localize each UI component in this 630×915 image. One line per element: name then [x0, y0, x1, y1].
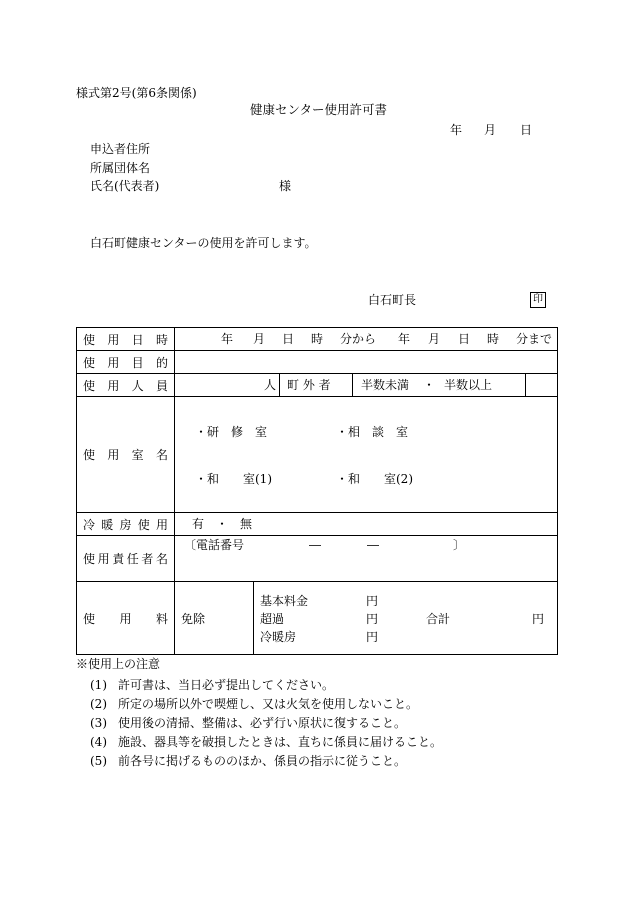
fee-aircon-unit: 円: [366, 630, 379, 644]
row-purpose: [77, 351, 558, 374]
row-aircon: [77, 513, 558, 536]
date-year: 年: [450, 123, 463, 137]
room-training[interactable]: ・研 修 室: [195, 425, 268, 439]
room-japanese-2[interactable]: ・和 室(2): [336, 472, 413, 486]
people-divider-3: [525, 374, 526, 396]
fee-aircon-label: 冷暖房: [260, 630, 297, 644]
permission-text: 白石町健康センターの使用を許可します。: [90, 236, 317, 250]
fee-exempt[interactable]: 免除: [181, 612, 206, 626]
fee-total-label: 合計: [426, 612, 451, 626]
note-num-1: (1): [90, 678, 107, 692]
room-consultation[interactable]: ・相 談 室: [336, 425, 409, 439]
fee-basic-label: 基本料金: [260, 594, 309, 608]
purpose-value-cell[interactable]: [175, 351, 558, 374]
people-dot: ・: [423, 378, 436, 392]
purpose-label-cell: 使 用 目 的: [77, 351, 175, 374]
note-text-2: 所定の場所以外で喫煙し、又は火気を使用しないこと。: [118, 697, 419, 711]
note-num-4: (4): [90, 735, 107, 749]
people-divider-2: [352, 374, 353, 396]
applicant-address-label: 申込者住所: [90, 142, 151, 156]
aircon-value-cell: [175, 513, 558, 536]
row-manager: [77, 536, 558, 582]
row-datetime: [77, 328, 558, 351]
fee-overtime-label: 超過: [260, 612, 285, 626]
issuer-name: 白石町長: [368, 293, 417, 307]
aircon-no[interactable]: 無: [240, 517, 253, 531]
aircon-dot: ・: [216, 517, 229, 531]
datetime-value-cell[interactable]: 年 月 日 時 分から 年 月 日 時 分まで: [175, 328, 558, 351]
rooms-value-cell: [175, 397, 558, 513]
note-num-2: (2): [90, 697, 107, 711]
people-value-cell[interactable]: [175, 374, 558, 397]
phone-dash-2: ―: [367, 538, 379, 552]
fee-value-cell: [175, 582, 558, 655]
people-label-cell: 使 用 人 員: [77, 374, 175, 397]
applicant-group-label: 所属団体名: [90, 161, 151, 175]
notes-heading: ※使用上の注意: [76, 657, 161, 671]
document-title: 健康センター使用許可書: [250, 102, 388, 117]
applicant-name-label: 氏名(代表者): [90, 179, 160, 193]
row-fee: [77, 582, 558, 655]
row-rooms: [77, 397, 558, 513]
phone-close: 〕: [453, 538, 466, 552]
applicant-honorific: 様: [279, 179, 292, 193]
permit-form-table: [76, 327, 558, 655]
fee-label-cell: 使 用 料: [77, 582, 175, 655]
phone-open: 〔電話番号: [184, 538, 245, 552]
row-people: [77, 374, 558, 397]
people-half-less: 半数未満: [361, 378, 410, 392]
date-month: 月: [484, 123, 497, 137]
note-text-3: 使用後の清掃、整備は、必ず行い原状に復すること。: [118, 716, 407, 730]
people-outside-label: 町 外 者: [287, 378, 331, 392]
fee-divider: [253, 582, 254, 654]
people-half-more: 半数以上: [444, 378, 493, 392]
people-unit: 人: [264, 378, 277, 392]
note-text-1: 許可書は、当日必ず提出してください。: [118, 678, 335, 692]
fee-basic-unit: 円: [366, 594, 379, 608]
manager-label-cell: 使 用 責 任 者 名: [77, 536, 175, 582]
date-day: 日: [520, 123, 533, 137]
note-num-5: (5): [90, 754, 107, 768]
seal-mark: 印: [530, 292, 546, 308]
people-divider-1: [279, 374, 280, 396]
aircon-label-cell: 冷 暖 房 使 用: [77, 513, 175, 536]
fee-overtime-unit: 円: [366, 612, 379, 626]
aircon-yes[interactable]: 有: [192, 517, 205, 531]
rooms-label-cell: 使 用 室 名: [77, 397, 175, 513]
room-japanese-1[interactable]: ・和 室(1): [195, 472, 272, 486]
note-text-4: 施設、器具等を破損したときは、直ちに係員に届けること。: [118, 735, 443, 749]
fee-total-unit: 円: [532, 612, 545, 626]
manager-value-cell[interactable]: [175, 536, 558, 582]
form-number: 様式第2号(第6条関係): [76, 86, 197, 100]
phone-dash-1: ―: [309, 538, 321, 552]
datetime-label-cell: 使 用 日 時: [77, 328, 175, 351]
note-num-3: (3): [90, 716, 107, 730]
note-text-5: 前各号に掲げるもののほか、係員の指示に従うこと。: [118, 754, 407, 768]
